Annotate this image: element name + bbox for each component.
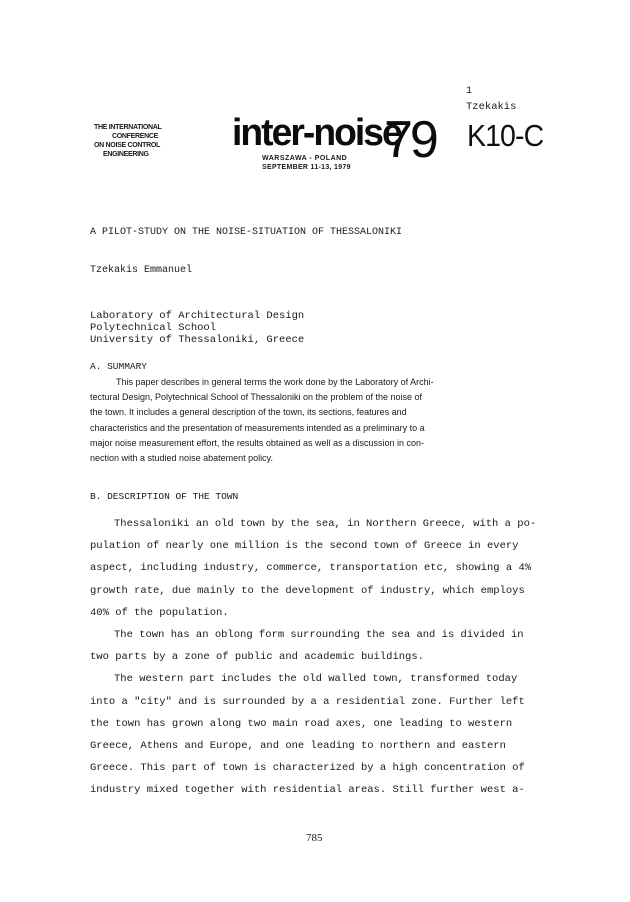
body-line: pulation of nearly one million is the second town of Greece in every	[90, 540, 519, 553]
description-body	[90, 513, 536, 802]
body-line: industry mixed together with residential areas. Still further west a-	[90, 784, 525, 797]
summary-paragraph	[90, 375, 534, 466]
affiliation-line: Laboratory of Architectural Design	[90, 310, 305, 322]
conference-line: THE INTERNATIONAL	[94, 124, 162, 131]
body-line: into a "city" and is surrounded by a a residential zone. Further left	[90, 695, 525, 708]
summary-line: major noise measurement effort, the results obtained as well as a discussion in con-	[90, 437, 425, 448]
brand-wordmark: inter-noise	[232, 112, 401, 154]
paper-author: Tzekakis Emmanuel	[90, 265, 193, 276]
body-line: 40% of the population.	[90, 606, 229, 619]
brand-year: 79	[384, 111, 436, 169]
affiliation-line: Polytechnical School	[90, 322, 217, 334]
body-line: Greece. This part of town is characterized by a high concentration of	[90, 762, 525, 775]
conference-line: ENGINEERING	[103, 151, 149, 158]
body-line: growth rate, due mainly to the development of industry, which employs	[90, 584, 525, 597]
body-line: Thessaloniki an old town by the sea, in Northern Greece, with a po-	[114, 518, 537, 530]
summary-heading: A. SUMMARY	[90, 361, 148, 372]
affiliation-line: University of Thessaloniki, Greece	[90, 334, 305, 346]
summary-line: This paper describes in general terms the work done by the Laboratory of Archi-	[116, 377, 434, 387]
body-line: The western part includes the old walled town, transformed today	[114, 673, 518, 686]
body-line: Greece, Athens and Europe, and one leading to northern and eastern	[90, 740, 506, 753]
body-line: The town has an oblong form surrounding the sea and is divided in	[114, 629, 524, 642]
body-line: two parts by a zone of public and academic buildings.	[90, 651, 424, 664]
summary-line: tectural Design, Polytechnical School of Thessaloniki on the problem of the noise of	[90, 392, 423, 403]
paper-code: K10-C	[467, 118, 544, 153]
folio-page-number: 785	[306, 832, 323, 844]
conference-location: WARSZAWA - POLAND	[262, 155, 348, 162]
conference-dates: SEPTEMBER 11-13, 1979	[262, 164, 351, 171]
summary-line: the town. It includes a general description of the town, its sections, features and	[90, 407, 407, 418]
summary-line: characteristics and the presentation of measurements intended as a preliminary to a	[90, 422, 425, 433]
page-number: 1	[466, 86, 473, 97]
conference-line: CONFERENCE	[112, 133, 159, 140]
body-line: the town has grown along two main road axes, one leading to western	[90, 717, 513, 730]
body-line: aspect, including industry, commerce, transportation etc, showing a 4%	[90, 562, 532, 575]
description-heading: B. DESCRIPTION OF THE TOWN	[90, 491, 239, 502]
paper-title: A PILOT-STUDY ON THE NOISE-SITUATION OF THESSALONIKI	[90, 227, 403, 238]
conference-line: ON NOISE CONTROL	[94, 142, 160, 149]
author-running-head: Tzekakis	[466, 101, 517, 113]
summary-line: nection with a studied noise abatement policy.	[90, 453, 273, 464]
